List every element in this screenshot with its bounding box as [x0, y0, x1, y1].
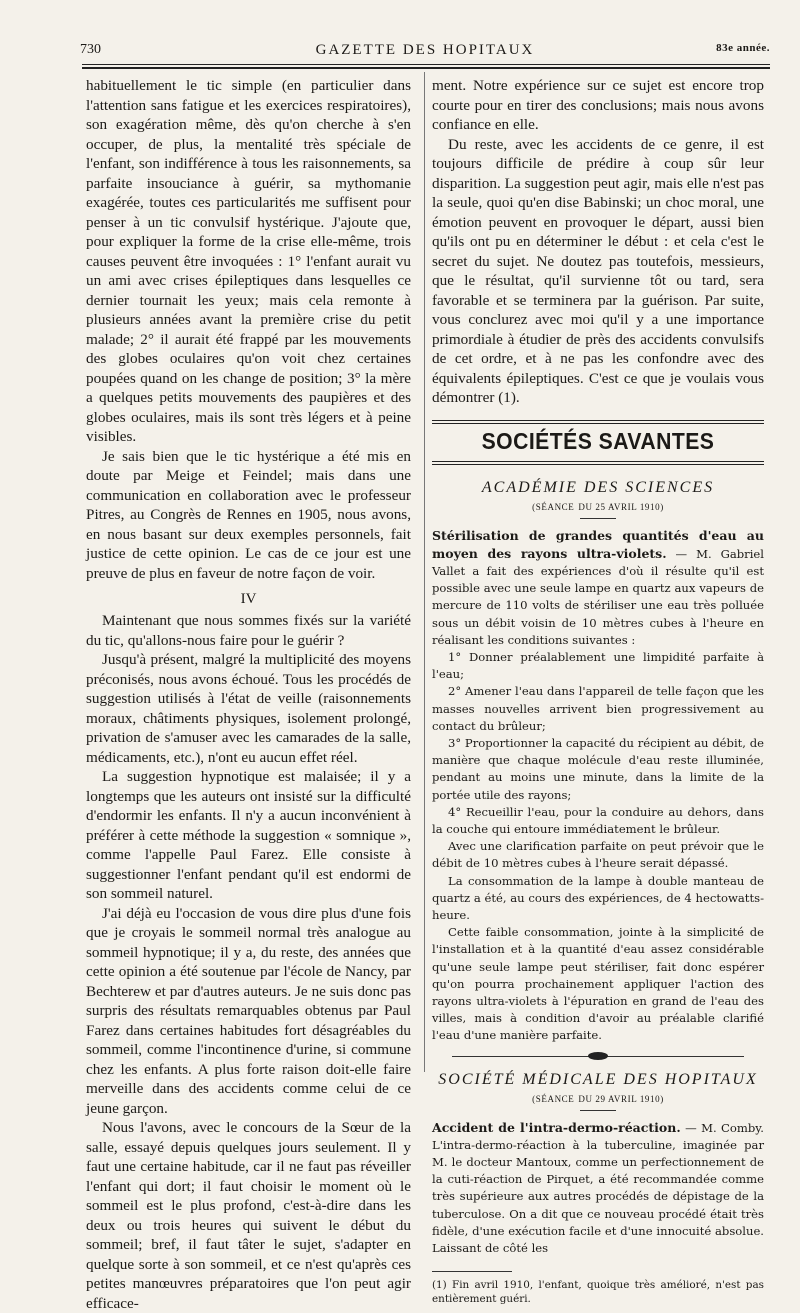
academie-item: Stérilisation de grandes quantités d'eau au moyen des rayons ultra-violets. — M. Gabriel Vallet a fait des expériences d'où il résulte qu'il est possible avec une seule lampe en quartz aux vapeurs de mercure de 110 volts de stériliser une eau très polluée sous un débit voisin de 10 mètres cubes à l'heure en réalisant les conditions suivantes : — [432, 527, 765, 647]
footnote-rule — [432, 1271, 512, 1272]
paragraph: La suggestion hypnotique est malaisée; il y a longtemps que les auteurs ont insisté sur la difficulté d'endormir les enfants. Il n'y a aucun inconvénient à préférer à cette méthode la suggestion « somnique », comme l'appelle Paul Farez. Elle consiste à suggestionner l'enfant pendant qu'il est endormi de son sommeil naturel. — [86, 768, 411, 902]
short-rule — [580, 518, 616, 519]
journal-title: GAZETTE DES HOPITAUX — [315, 42, 535, 58]
paragraph: Je sais bien que le tic hystérique a été mis en doute par Meige et Feindel; mais dans une communication en collaboration avec le professeur Pitres, au Congrès de Rennes en 1905, nous avons, en nous basant sur deux exemples personnels, fait justice de cette opinion. Le cas de ce jour est une preuve de plus en faveur de notre façon de voir. — [86, 447, 411, 582]
paragraph: habituellement le tic simple (en particulier dans l'attention sans fatigue et les exercices respiratoires), son exagération même, dès qu'on cherche à s'en occuper, de plus, la mentalité très spéciale de l'enfant, son indifférence à tous les raisonnements, sa parfaite insouciance à guérir, sa mythomanie exagérée, toutes ces particularités me suffisent pour penser à un tic convulsif hystérique. J'ajoute que, pour expliquer la forme de la crise elle-même, trois causes peuvent être invoquées : 1° l'enfant aurait vu un ami avec crises épileptiques dans lesquelles ce dernier tournait les yeux; mais cela remonte à plusieurs années avant la première crise du petit malade; 2° il aurait été frappé par les mouvements des globes oculaires qu'on voit chez certaines poupées quand on les change de position; 3° la mère a quelques petits mouvements des paupières et des globes oculaires, mais ils sont très légers et à peine visibles. — [86, 77, 411, 445]
item-title: Accident de l'intra-dermo-réaction. — [432, 1119, 681, 1135]
paragraph: Maintenant que nous sommes fixés sur la variété du tic, qu'allons-nous faire pour le guérir ? — [86, 612, 411, 649]
section-rule-top — [432, 420, 764, 424]
footnote: (1) Fin avril 1910, l'enfant, quoique très amélioré, n'est pas entièrement guéri. — [432, 1279, 764, 1306]
academie-seance: (SÉANCE DU 25 AVRIL 1910) — [532, 501, 664, 512]
condition-2: 2° Amener l'eau dans l'appareil de telle façon que les masses nouvelles arrivent bien progressivement au contact du brûleur; — [432, 684, 764, 733]
paragraph: Jusqu'à présent, malgré la multiplicité des moyens préconisés, nous avons échoué. Tous les procédés de suggestion utilisés à l'état de veille (raisonnements moraux, châtiments physiques, isolement prolongé, privation de s'amuser avec les camarades de la salle, médicaments, etc.), n'ont eu aucun effet réel. — [86, 651, 411, 766]
short-rule — [580, 1110, 616, 1111]
header-rule-top — [82, 64, 770, 65]
paragraph: Nous l'avons, avec le concours de la Sœur de la salle, essayé depuis quelques jours seulement. Il y faut une certaine habitude, car il ne faut pas réveiller l'enfant qui dort; il faut choisir le moment où le sommeil est le plus profond, c'est-à-dire dans les deux ou trois heures qui suivent le début du sommeil; bref, il faut tâter le sujet, s'adapter en quelque sorte à son sommeil, et ce n'est qu'après ces petites manœuvres préparatoires que l'on peut agir efficace- — [86, 1119, 411, 1312]
left-column — [86, 76, 411, 1313]
smh-item: Accident de l'intra-dermo-réaction. — M. Comby. L'intra-dermo-réaction à la tuberculine, imaginée par M. le docteur Mantoux, comme un perfectionnement de la cuti-réaction de Pirquet, a été recommandée comme très supérieure aux autres procédés de dépistage de la tuberculose. On a dit que ce nouveau procédé était très fidèle, d'une exécution facile et d'une innocuité absolue. Laissant de côté les — [432, 1119, 764, 1256]
section-number: IV — [240, 591, 257, 607]
column-divider — [424, 72, 425, 1072]
paragraph: ment. Notre expérience sur ce sujet est encore trop courte pour en tirer des conclusions; mais nous avons confiance en elle. — [432, 77, 764, 133]
item-title: Stérilisation de grandes quantités d'eau au moyen des rayons ultra-violets. — [432, 527, 764, 561]
academie-heading: ACADÉMIE DES SCIENCES — [481, 478, 715, 496]
volume-year: 83e année. — [716, 42, 770, 54]
condition-3: 3° Proportionner la capacité du récipient au débit, de manière que chaque molécule d'eau reste illuminée, pendant au moins une minute, dans la limite de la portée utile des rayons; — [432, 735, 764, 802]
paragraph: Cette faible consommation, jointe à la simplicité de l'installation et à la quantité d'eau assez considérable qu'une seule lampe peut stériliser, fait donc espérer qu'on pourra prochainement appliquer l'action des rayons ultra-violets à l'épuration en grand de l'eau des villes, mais à condition d'avoir au préalable clarifié l'eau d'une manière parfaite. — [432, 925, 764, 1043]
smh-seance: (SÉANCE DU 29 AVRIL 1910) — [532, 1093, 664, 1104]
section-heading-societes: SOCIÉTÉS SAVANTES — [481, 427, 715, 454]
header-rule-bottom — [82, 67, 770, 69]
condition-1: 1° Donner préalablement une limpidité parfaite à l'eau; — [432, 649, 764, 682]
ornament-divider — [452, 1051, 744, 1063]
paragraph: Avec une clarification parfaite on peut prévoir que le débit de 10 mètres cubes à l'heure serait dépassé. — [432, 839, 764, 871]
paragraph: La consommation de la lampe à double manteau de quartz a été, au cours des expériences, de 4 hectowatts-heure. — [432, 873, 764, 922]
section-rule-bottom — [432, 461, 764, 465]
smh-heading: SOCIÉTÉ MÉDICALE DES HOPITAUX — [438, 1070, 758, 1088]
page-number: 730 — [80, 42, 101, 57]
paragraph: J'ai déjà eu l'occasion de vous dire plus d'une fois que je croyais le sommeil normal très analogue au sommeil hypnotique; il y a, du reste, des années que cette opinion a été soutenue par l'école de Nancy, par Bechterew et par d'autres auteurs. Je ne suis donc pas surpris des résultats remarquables obtenus par Paul Farez dans certaines habitudes fort désagréables du sommeil, comme l'incontinence d'urine, si commune chez les enfants. A plus forte raison doit-elle faire merveille dans des accidents comme celui de ce jeune garçon. — [86, 904, 411, 1117]
running-header — [80, 38, 770, 62]
condition-4: 4° Recueillir l'eau, pour la conduire au dehors, dans la couche qui entoure immédiatement le brûleur. — [432, 804, 764, 836]
paragraph: Du reste, avec les accidents de ce genre, il est toujours difficile de prédire à coup sûr leur disparition. La suggestion peut agir, mais elle n'est pas la seule, quoi qu'en dise Babinski; un choc moral, une émotion peuvent en provoquer le départ, aussi bien qu'ils ont pu en déterminer le début : et cela c'est le secret du sujet. Ne doutez pas toutefois, messieurs, que le résultat, qu'il survienne tôt ou tard, sera favorable et se terminera par la guérison. Par suite, vous conclurez avec moi qu'il y a une importance primordiale à étudier de près des accidents convulsifs de cet ordre, et à ne pas les confondre avec des équivalents épileptiques. C'est ce que je voulais vous démontrer (1). — [432, 135, 764, 406]
